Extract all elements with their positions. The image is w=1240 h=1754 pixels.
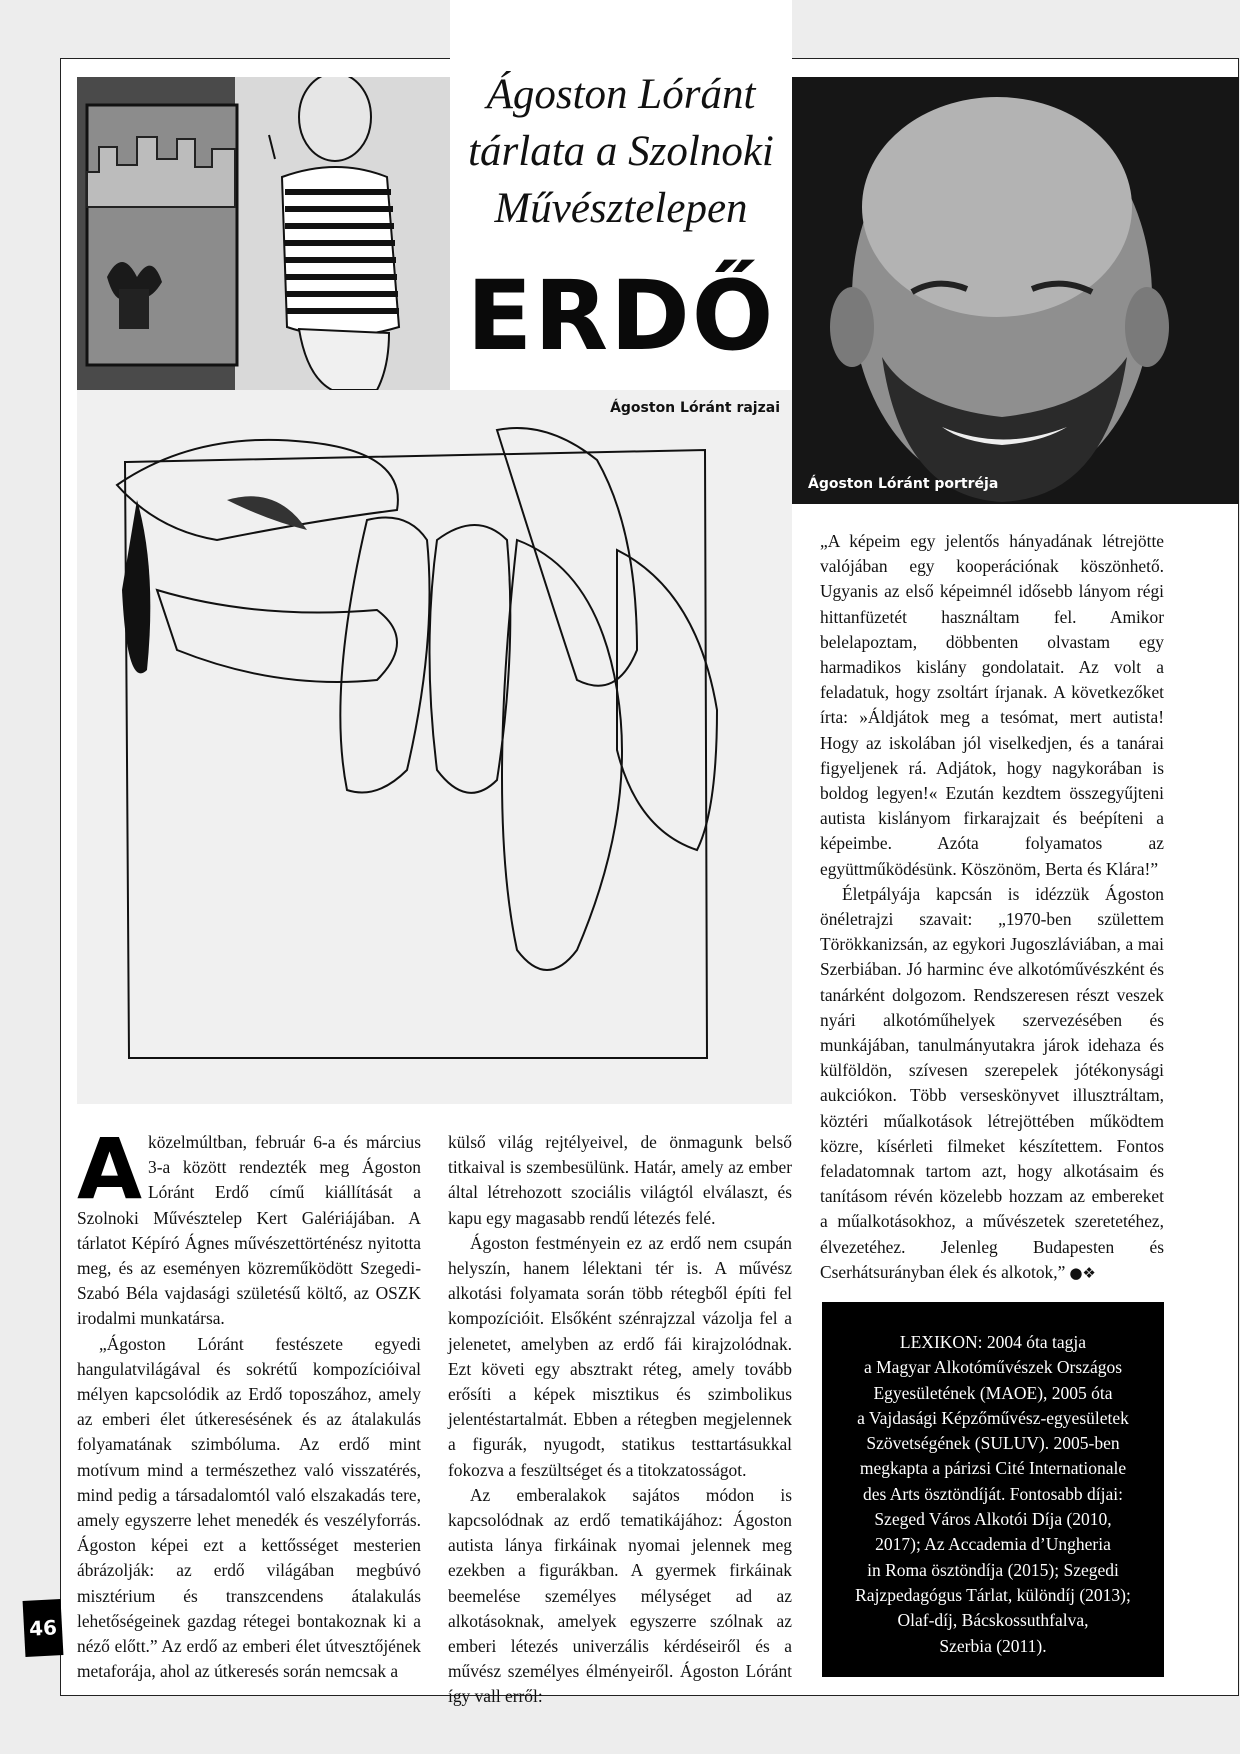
lexikon-line: Egyesületének (MAOE), 2005 óta <box>873 1382 1113 1403</box>
lexikon-line: megkapta a párizsi Cité Internationale <box>859 1458 1127 1479</box>
drawings-caption: Ágoston Lóránt rajzai <box>610 400 780 416</box>
paragraph-text: Életpályája kapcsán is idézzük Ágoston önéletrajzi szavait: „1970-ben születtem Törökkanizsán, az egykori Jugoszláviában, a mai Szerbiában. Jó harminc éve alkotóművészként és tanárként dolgozom. Rendszeresen részt veszek nyári alkotóműhelyek szervezésében és munkájában, tanulmányutakra járok idehaza és külföldön, szívesen szerepelek jótékonysági aukciókon. Több verseskönyvet illusztráltam, köztéri műalkotások létrejöttében működtem közre, kísérleti filmeket készítettem. Fontos feladatomnak tartom azt, hogy alkotásaim és tanításom révén közelebb hozzam az embereket a műalkotásokhoz, a művészetek szeretetéhez, élvezetéhez. Jelenleg Budapesten és Cserhátsurányban élek és alkotok,” <box>820 883 1164 1282</box>
lexikon-line: Rajzpedagógus Tárlat, különdíj (2013); <box>855 1584 1131 1605</box>
portrait-caption: Ágoston Lóránt portréja <box>808 476 999 492</box>
article-paragraph: külső világ rejtélyeivel, de önmagunk belső titkaival is szembesülünk. Határ, amely az ember által létrehozott szociális világtól elválaszt, és kapu egy magasabb rendű létezés felé. <box>448 1132 792 1228</box>
subtitle-line: Ágoston Lóránt <box>486 71 756 118</box>
lexikon-line: Olaf-díj, Bácskossuthfalva, <box>897 1610 1089 1631</box>
lexikon-line: a Magyar Alkotóművészek Országos <box>863 1357 1123 1378</box>
lexikon-line: a Vajdasági Képzőművész-egyesületek <box>857 1407 1129 1428</box>
article-paragraph: Ágoston festményein ez az erdő nem csupán helyszín, hanem lélektani tér is. A művész alkotási folyamata során több rétegből építi fel kompozícióit. Elsőként szénrajzzal vázolja fel a jelenetet, amelyben az erdő fái kirajzolódnak. Ezt követi egy absztrakt réteg, amely tovább erősíti a képek misztikus és szimbolikus jelentéstartalmát. Ebben a rétegben megjelennek a figurák, nyugodt, statikus testtartásukkal fokozva a feszültséget és a titokzatosságot. <box>448 1232 792 1480</box>
lexikon-line: 2017); Az Accademia d’Ungheria <box>875 1534 1111 1555</box>
article-paragraph <box>820 882 1164 1286</box>
article-subtitle <box>450 66 792 237</box>
article-title: ERDŐ <box>466 260 776 372</box>
title-block <box>450 0 792 390</box>
paragraph-text: közelmúltban, február 6-a és március 3-a között rendezték meg Ágoston Lóránt Erdő című kiállítását a Szolnoki Művésztelep Kert Galériájában. A tárlatot Képíró Ágnes művészettörténész nyitotta meg, és az eseményen közreműködött Szegedi-Szabó Béla vajdasági születésű költő, az OSZK irodalmi munkatársa. <box>77 1132 421 1329</box>
article-paragraph: Az emberalakok sajátos módon is kapcsolódnak az erdő tematikájához: Ágoston autista lánya firkáinak nyomai jelennek meg ezekben a figurákban. A gyermek firkáinak beemelése személyes mélységet ad az alkotásoknak, amelyek egyszerre szólnak az emberi létezés univerzális kérdéseiről és a művész személyes élményeiről. Ágoston Lóránt így vall erről: <box>448 1484 792 1707</box>
subtitle-line: Művésztelepen <box>494 185 748 232</box>
lexikon-line: Szövetségének (SULUV). 2005-ben <box>866 1433 1120 1454</box>
article-column-right <box>820 529 1164 1286</box>
article-paragraph <box>77 1120 421 1332</box>
lexikon-line: LEXIKON: 2004 óta tagja <box>899 1332 1087 1352</box>
lexikon-line: des Arts ösztöndíját. Fontosabb díjai: <box>862 1483 1124 1504</box>
portrait-image <box>792 77 1239 504</box>
page-number: 46 <box>23 1599 64 1657</box>
lexikon-line: Szeged Város Alkotói Díja (2010, <box>874 1509 1112 1530</box>
lexikon-line: Szerbia (2011). <box>939 1635 1047 1656</box>
article-paragraph: „Ágoston Lóránt festészete egyedi hangulatvilágával és sokrétű kompozícióival mélyen kapcsolódik az Erdő toposzához, amely az emberi élet útkeresésének és az átalakulás folyamatának szimbóluma. Az erdő mint motívum mind a természethez való visszatérés, mind pedig a társadalomtól való elszakadás tere, amely egyszerre lehet menedék és veszélyforrás. Ágoston képei ezt a kettősséget mesterien ábrázolják: az erdő világában megbúvó misztérium és transzcendens átalakulás lehetőségeinek gazdag rétegei bontakoznak ki a néző előtt.” Az erdő az emberi élet útvesztőjének metaforája, ahol az útkeresés során nemcsak a <box>77 1333 421 1682</box>
lexikon-box <box>822 1302 1164 1677</box>
lexikon-line: in Roma ösztöndíja (2015); Szegedi <box>867 1559 1119 1580</box>
article-paragraph: „A képeim egy jelentős hányadának létrejötte valójában egy kooperációnak köszönhető. Ugyanis az első képeimnél idősebb lányom régi hittanfüzetét használtam fel. Amikor belelapoztam, döbbenten olvastam egy harmadikos kislány gondolatait. Az volt a feladatuk, hogy zsoltárt írjanak. A következőket írta: »Áldjátok meg a tesómat, mert autista! Hogy az iskolában jól viselkedjen, és a tanárai figyeljenek rá. Adjátok, hogy nagykorában is boldog legyen!« Ezután kezdtem összegyűjteni autista kislányom firkarajzait és beépíteni a képeimbe. Azóta folyamatos az együttműködésünk. Köszönöm, Berta és Klára!” <box>820 531 1164 879</box>
sketch-drawing-image <box>77 390 792 1104</box>
drop-cap: A <box>77 1120 143 1218</box>
article-column-middle <box>448 1130 792 1710</box>
subtitle-line: tárlata a Szolnoki <box>468 128 774 175</box>
article-column-left <box>77 1120 421 1684</box>
end-mark-icon: ●❖ <box>1069 1263 1096 1282</box>
painting-image <box>77 77 450 390</box>
